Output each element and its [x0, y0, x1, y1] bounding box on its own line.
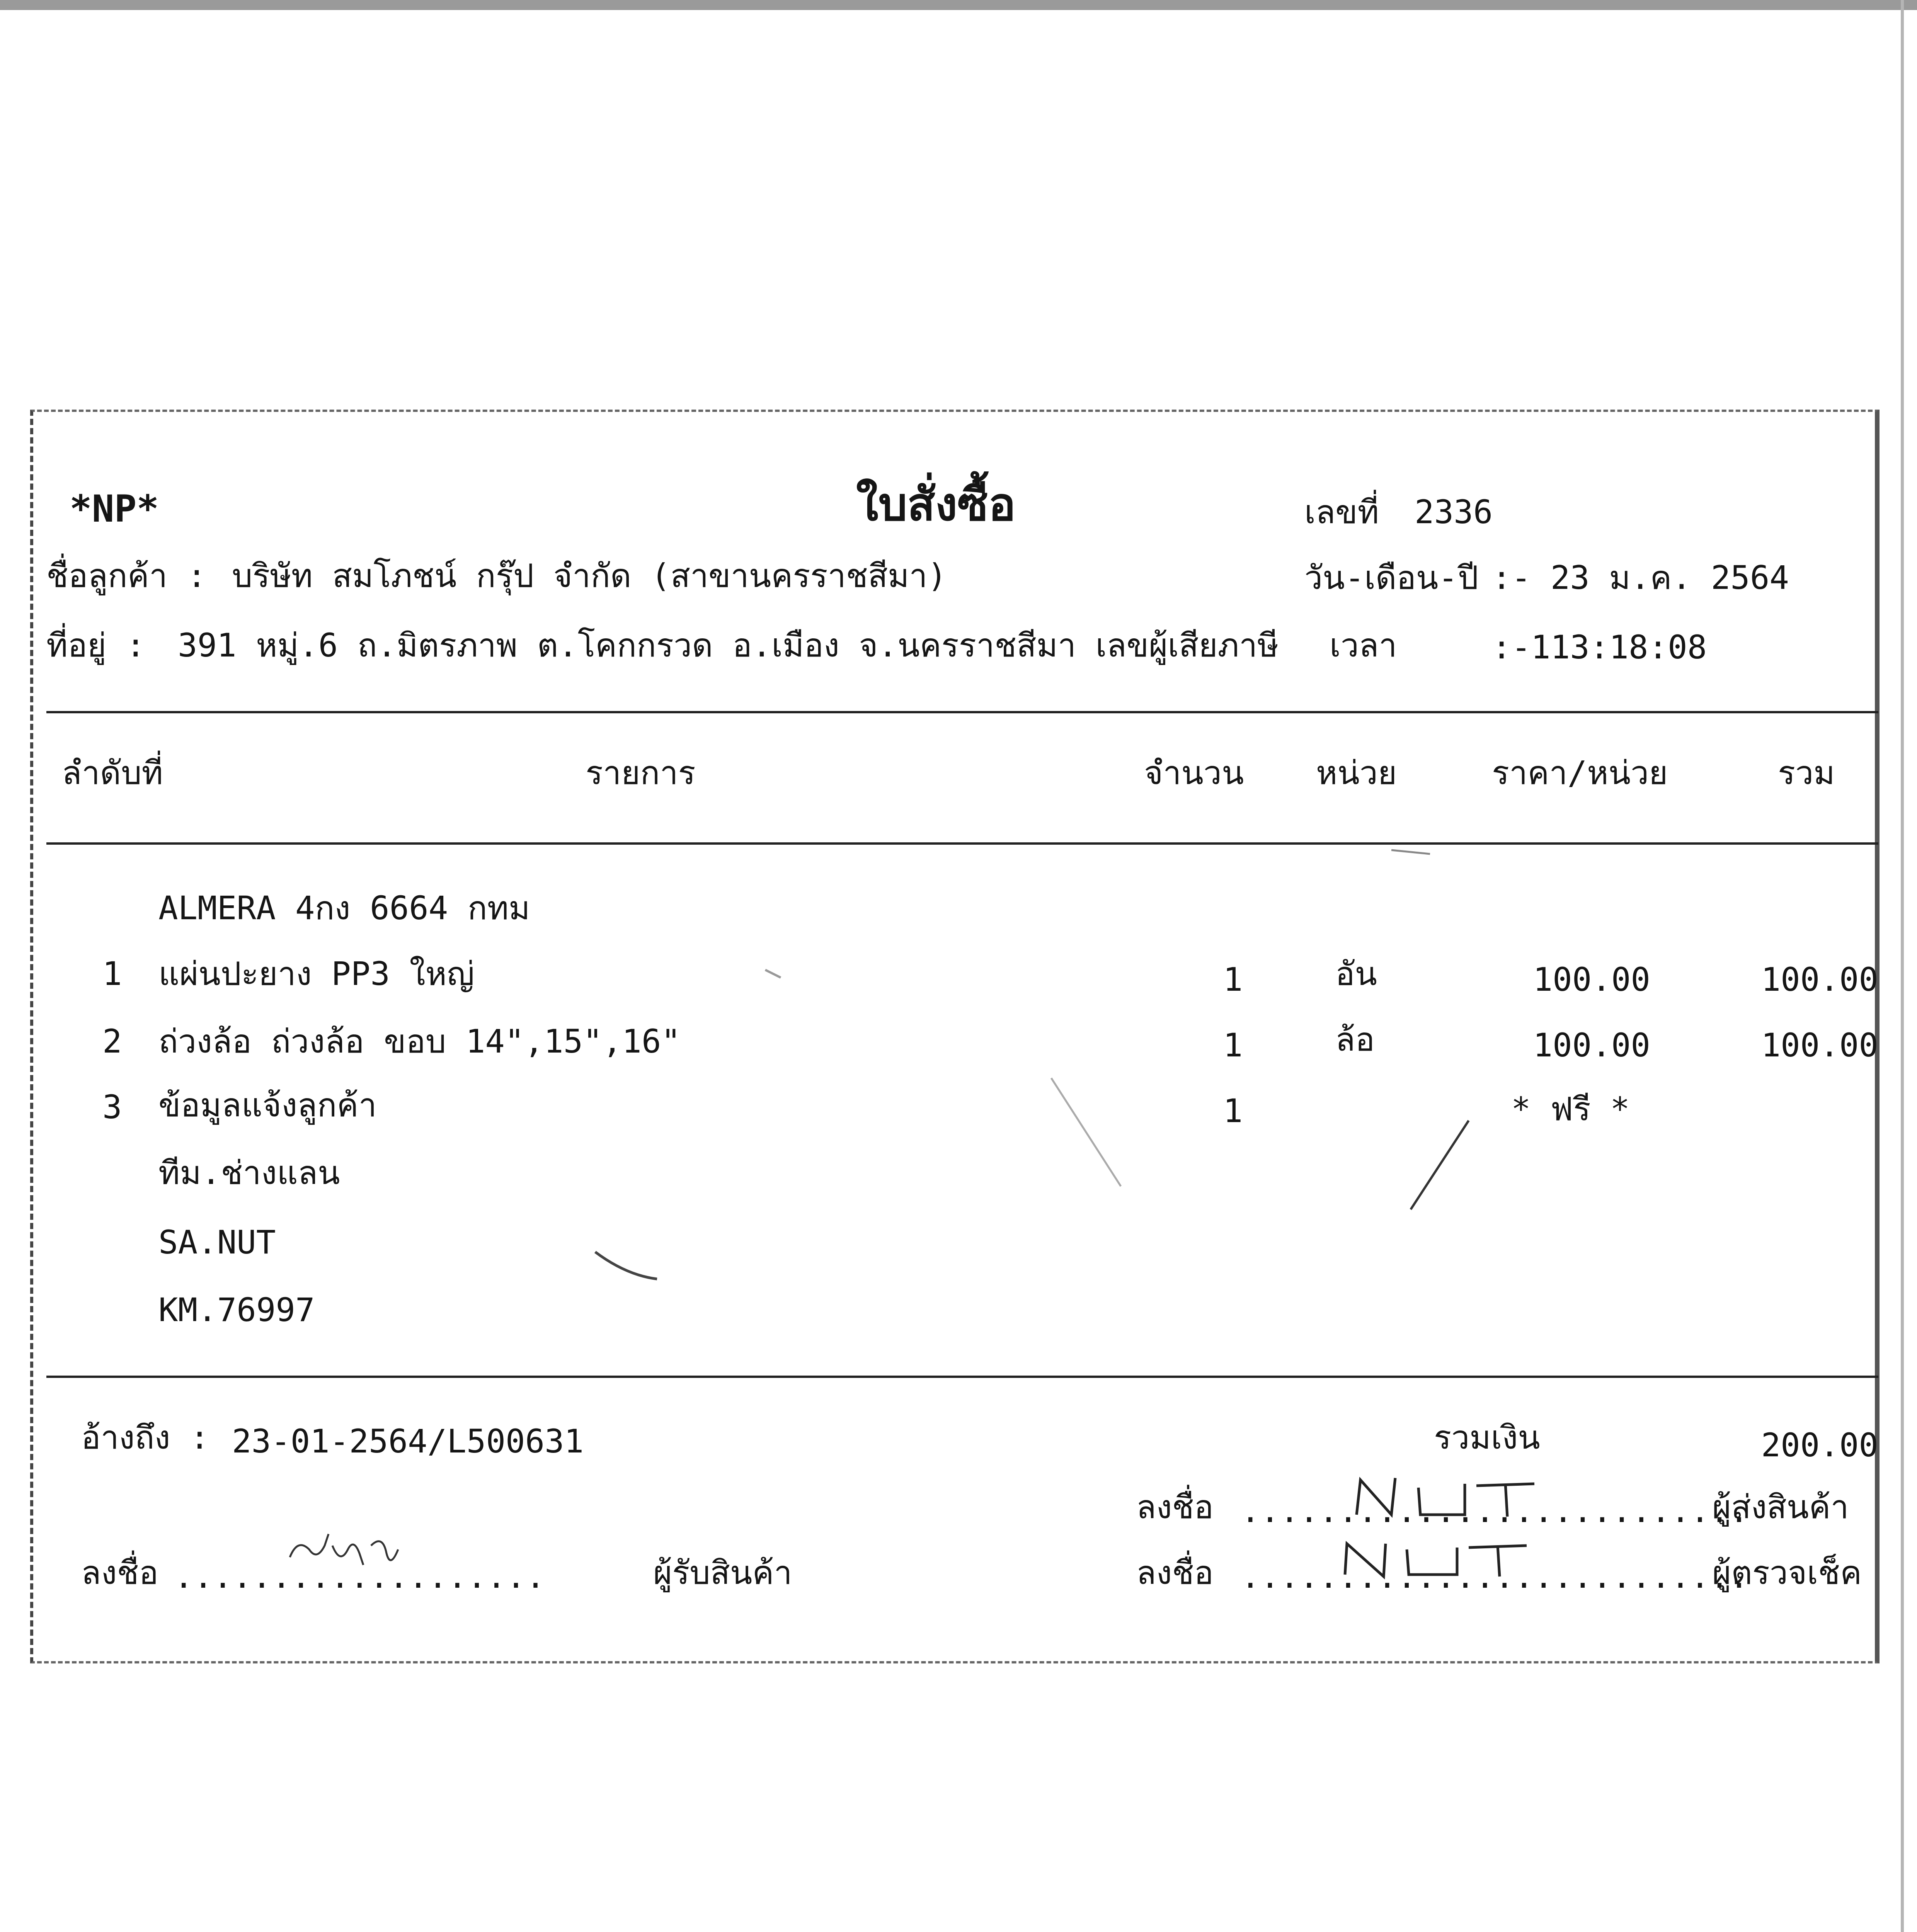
company-code: *NP* [70, 487, 159, 531]
note-km: KM.76997 [158, 1291, 315, 1329]
row-qty: 1 [1223, 1026, 1243, 1064]
column-header-item: รายการ [586, 754, 696, 792]
doc-number-label: เลขที่ [1304, 493, 1379, 531]
sender-role: ผู้ส่งสินค้า [1712, 1488, 1849, 1526]
sign-dots: .......................... [1241, 1558, 1749, 1595]
column-header-total: รวม [1778, 754, 1835, 792]
sign-label: ลงชื่อ [81, 1554, 158, 1592]
row-price: * ฟรี * [1511, 1090, 1630, 1128]
sign-dots: .......................... [1241, 1492, 1749, 1530]
row-price: 100.00 [1533, 961, 1650, 998]
customer-name: บริษัท สมโภชน์ กรุ๊ป จำกัด (สาขานครราชสีมา) [232, 557, 947, 595]
column-header-price: ราคา/หน่วย [1492, 754, 1668, 792]
column-header-seq: ลำดับที่ [62, 754, 163, 792]
receiver-role: ผู้รับสินค้า [653, 1554, 792, 1592]
row-seq: 3 [102, 1088, 122, 1126]
row-total: 100.00 [1761, 1026, 1878, 1064]
row-price: 100.00 [1533, 1026, 1650, 1064]
note-sa: SA.NUT [158, 1223, 276, 1261]
row-seq: 2 [102, 1022, 122, 1060]
row-unit: ล้อ [1335, 1020, 1375, 1058]
column-header-unit: หน่วย [1316, 754, 1397, 792]
row-seq: 1 [102, 955, 122, 993]
doc-number: 2336 [1415, 493, 1493, 531]
address-label: ที่อยู่ : [46, 626, 146, 664]
row-qty: 1 [1223, 961, 1243, 998]
reference-label: อ้างถึง : [81, 1418, 209, 1456]
date-value: :- 23 ม.ค. 2564 [1492, 559, 1789, 597]
checker-role: ผู้ตรวจเช็ค [1712, 1554, 1862, 1592]
row-qty: 1 [1223, 1092, 1243, 1130]
signature-nut-sender [1353, 1472, 1546, 1526]
row-desc: ข้อมูลแจ้งลูกค้า [158, 1086, 377, 1124]
sign-label: ลงชื่อ [1136, 1554, 1214, 1592]
date-label: วัน-เดือน-ปี [1304, 559, 1479, 597]
signature-receiver [282, 1522, 406, 1577]
row-desc: ถ่วงล้อ ถ่วงล้อ ขอบ 14",15",16" [158, 1022, 681, 1060]
address-value: 391 หมู่.6 ถ.มิตรภาพ ต.โคกกรวด อ.เมือง จ.นครราชสีมา เลขผู้เสียภาษี [178, 626, 1279, 664]
note-team: ทีม.ช่างแลน [158, 1154, 340, 1192]
sign-dots: ................... [174, 1558, 545, 1595]
signature-nut-checker [1341, 1538, 1534, 1584]
time-value: :-113:18:08 [1492, 628, 1707, 666]
sum-value: 200.00 [1761, 1426, 1878, 1464]
divider [46, 1376, 1878, 1378]
divider [46, 842, 1878, 845]
vehicle-line: ALMERA 4กง 6664 กทม [158, 889, 530, 927]
page-title: ใบสั่งซื้อ [856, 477, 1016, 531]
scan-right-edge [1901, 0, 1904, 1932]
row-unit: อัน [1335, 955, 1377, 993]
row-desc: แผ่นปะยาง PP3 ใหญ่ [158, 955, 475, 993]
time-label: เวลา [1330, 626, 1397, 664]
sign-label: ลงชื่อ [1136, 1488, 1214, 1526]
divider [46, 711, 1878, 713]
row-total: 100.00 [1761, 961, 1878, 998]
scan-marks [580, 966, 1507, 1314]
customer-label: ชื่อลูกค้า : [46, 557, 207, 595]
reference-value: 23-01-2564/L500631 [232, 1422, 584, 1460]
column-header-qty: จำนวน [1144, 754, 1244, 792]
sum-label: รวมเงิน [1434, 1418, 1540, 1456]
scan-top-edge [0, 0, 1917, 10]
